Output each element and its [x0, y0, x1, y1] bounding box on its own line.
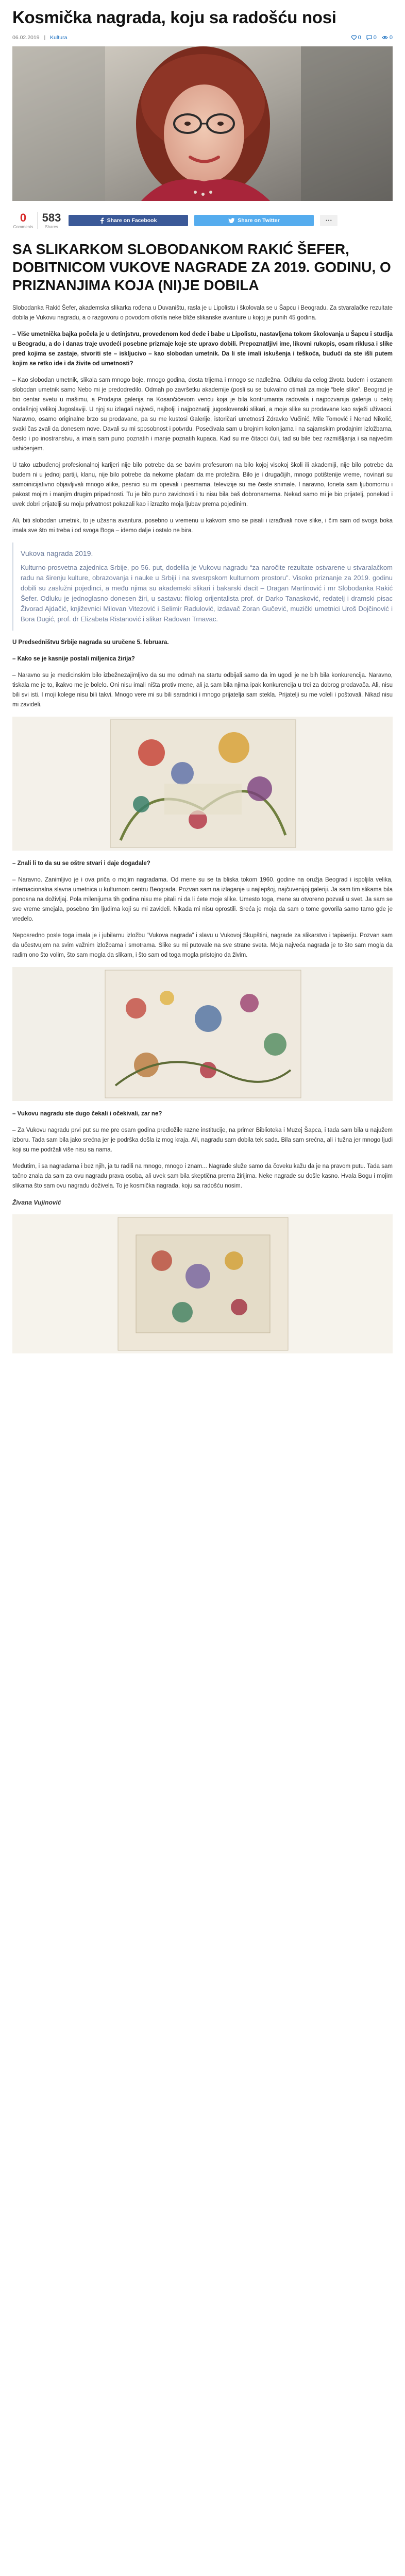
- paragraph: – Kao slobodan umetnik, slikala sam mnogo boje, mnogo godina, dosta trijema i mnogo se nadležna. Odluku da celog života budem i ostanem slobodan umetnik samo Nebo mi je predodredilo. Odmah po završetku akademije (posli su se bukvalno otimali za moje “bele slike”. Beograd je bio centar svetu u mašimu, a Prodajna galerija na Kosančićevom vencu koja je bila kontrumanta radovala i najpozvanija galerija u celoj ondašnjoj velikoj Jugoslaviji. U njoj su izlagali najveći, najbolji i najpoznatiji jugoslovenski slikari, a moje slike su prodavane kao svježi uživaoci. Naravno, osamo originalne brzo su prodavane, pa su me kustosi Galerije, istoričari umetnosti Zdravko Vučinić, Mile Tomović i Nenad Nikolić, svaki čas zvali da donesem nove. Davali su mi sposobnost i potvrdu. Posećivala sam u brojnim kolonijama i na sajamskim prodajnim izložbama, često i po inostranstvu, a imala sam puno poznatih i manje poznatih kupaca. Kad su me čitaoci ćuli, tad su bile bez razmišljanja i sa najvećim ushićenjem.: [12, 377, 393, 452]
- painting-image-3: [12, 1214, 393, 1353]
- share-twitter-label: Share on Twitter: [238, 217, 280, 224]
- painting-photo-1: [12, 717, 393, 851]
- more-icon: ⋯: [325, 216, 332, 224]
- hero-photo: [12, 46, 393, 201]
- paragraph: Slobodanka Rakić Šefer, akademska slikarka rođena u Duvaništu, rasla je u Lipolistu i školovala se u Šapcu i Beogradu. Za stvaralačke rezultate dobila je Vukovu nagradu, a o razgovoru o povodom otkrila neke bliže slikanske avanture u kojoj je punih 45 godina.: [12, 305, 393, 321]
- article-date: 06.02.2019: [12, 35, 40, 41]
- share-bar: [12, 210, 393, 231]
- article-meta: [12, 32, 393, 43]
- shares-stat: [41, 212, 62, 229]
- share-facebook-button[interactable]: [69, 215, 188, 226]
- painting-photo-3: [12, 1214, 393, 1353]
- twitter-icon: [228, 218, 234, 223]
- paragraph-question: – Znali li to da su se oštre stvari i daje događale?: [12, 860, 150, 867]
- likes-counter[interactable]: [351, 35, 361, 41]
- share-more-button[interactable]: [320, 215, 338, 226]
- paragraph: – Naravno su je medicinskim bilo izbežnezajimljivo da su me odmah na startu odbijali samo da im ugodi je ne bih bila konkurencija. Naravno, tiskala me je to, ikakvo me je bolelo. Oni nisu imali ništa protiv mene, ali ja sam bila njima ipak konkurencija u trci za dobrog prodavača. Ali, nisu bili svi isti. I moji kolege nisu bili takvi. Mnogo vere mi su bili saradnici i mnogo prijatelja sam stekla. Prijatelji su me voleli i poštovali. Nikad nisu mi zavideli.: [12, 672, 393, 708]
- author-signature: Živana Vujinović: [12, 1199, 61, 1206]
- heart-icon: [351, 35, 357, 40]
- article-category[interactable]: Kultura: [50, 35, 68, 41]
- paragraph-note: U Predsedništvu Srbije nagrada su uručene 5. februara.: [12, 639, 169, 646]
- comments-counter[interactable]: [366, 35, 377, 41]
- comments-stat-label: Comments: [13, 225, 33, 229]
- article-lead: SA SLIKARKOM SLOBODANKOM RAKIĆ ŠEFER, DOBITNICOM VUKOVE NAGRADE ZA 2019. GODINU, O PRIZNANJIMA KOJA (NI)JE DOBILA: [12, 241, 391, 293]
- views-counter: [382, 35, 393, 41]
- quote-title: Vukova nagrada 2019.: [21, 549, 93, 557]
- facebook-icon: [100, 217, 104, 224]
- painting-image-1: [12, 717, 393, 851]
- comments-stat: [12, 212, 34, 229]
- paragraph-question: – Vukovu nagradu ste dugo čekali i očekivali, zar ne?: [12, 1111, 162, 1117]
- paragraph-question: – Kako se je kasnije postali miljenica žirija?: [12, 656, 135, 662]
- quote-body: Kulturno-prosvetna zajednica Srbije, po 56. put, dodelila je Vukovu nagradu “za naročite rezultate ostvarene u stvaralačkom radu na širenju kulture, obrazovanja i nauke u Srbiji i na svesrpskom kulturnom prostoru”. Visoko priznanje za 2019. godinu dobili su zaslužni pojedinci, a među njima su akademski slikari i bakarski dacit – Dragan Martinović i mr Slobodanka Rakić Šefer. Odluku je jednoglasno donesen žiri, u sastavu: filolog orijentalista prof. dr Darko Tanasković, redatelj i dramski pisac Živorad Ajdačić, književnici Milovan Vitezović i Selimir Radulović, izdavač Zoran Gučević, muzički umetnici Uroš Dojčinović i Bora Dugić, prof. dr Elizabeta Ristanović i slikar Radovan Trnavac.: [21, 564, 393, 623]
- comment-icon: [366, 35, 372, 40]
- paragraph: Međutim, i sa nagradama i bez njih, ja tu radili na mnogo, mnogo i znam... Nagrade služe samo da čoveku kažu da je na pravom putu. Tada sam tačno znala da sam za ovu nagradu prava osoba, ali uvek sam bila skeptična prema žirijima. Neke nagrade su došle kasno. Hvala Bogu i mojim slikama što sam ovu nagradu doživela. To je kosmička nagrada, koju sa radošću nosim.: [12, 1163, 393, 1189]
- paragraph-question: – Više umetnička bajka počela je u detinjstvu, provedenom kod dede i babe u Lipolistu, nastavljena tokom školovanja u Šapcu i studija u Beogradu, a do i danas traje uvodeći posebne prizmaje koje ste upravo dobili. Prepoznatljivi ime, likovni rukopis, osam riklusa i slike pred kojima se zastaje, stvoriti ste – iskljucivo – kao slobodan umetnik. Da li ste imali iskušenja i teškoća, budući da ste išli putem kojim se retko ide i da živite od umetnosti?: [12, 331, 393, 367]
- paragraph: Neposredno posle toga imala je i jubilarnu izložbu “Vukova nagrada” i slavu u Vukovoj Skupštini, nagrade za slikarstvo i tapiseriju. Pozvan sam da učestvujem na svim važnim izložbama i smotrama. Slike su mi putovale na sve strane sveta. Moja najveća nagrada je to što sam mogla da radim ono što volim, što sam mogla da slikam, i što sam od toga mogla pristojno da živim.: [12, 933, 393, 958]
- shares-stat-label: Shares: [45, 225, 58, 229]
- views-count: 0: [389, 35, 393, 41]
- paragraph: Ali, biti slobodan umetnik, to je užasna avantura, posebno u vremenu u kakvom smo se pisali i izrađivali nove slike, i čim sam od svoga boka imala sve što mi treba i od svoga Boga – idemo dalje i ostalo ne bira.: [12, 518, 393, 534]
- painting-photo-2: [12, 967, 393, 1101]
- award-info-quote: [12, 543, 393, 631]
- share-twitter-button[interactable]: [194, 215, 314, 226]
- comments-count: 0: [373, 35, 377, 41]
- eye-icon: [382, 35, 388, 40]
- stat-divider: [37, 212, 38, 229]
- paragraph: – Za Vukovu nagradu prvi put su me pre osam godina predložile razne institucije, na primer Biblioteka i Muzej Šapca, i tada sam bila u najužem izboru. Tada sam bila jako srećna jer je podrška došla iz mog kraja. Ali, nagradu sam dobila tek sada. Bila sam srećna, ali i tužna jer mnogo ljudi koji su me podržali više nisu sa nama.: [12, 1127, 393, 1153]
- paragraph: – Naravno. Zanimljivo je i ova priča o mojim nagradama. Od mene su se ta bliska tokom 1960. godine na oružja Beograd i ispoljila velika, internacionalna slavna umetnica u kulturnom centru Beograda. Pozvan sam na izlaganje u najlepšoj, najčuvenijoj galeriji. Ja sam tim slikama bila ponosna na doživljaj. Pola milenijuma tih godina nisu me pitali ni da li ćete moje slike. Umesto toga, mene su otvoreno pozvali u svet. Ja sam se sve vreme smejala, posebno tim ljudima koji su mi zavideli. Nikada mi nisu oprostili. Sreća je moja da sam o tome govorila samo tamo gde je vredelo.: [12, 877, 393, 922]
- article-body: [12, 303, 393, 1353]
- comments-stat-number: 0: [20, 211, 27, 224]
- painting-image-2: [12, 967, 393, 1101]
- paragraph: U tako uzbuđenoj profesionalnoj karijeri nije bilo potrebe da se bavim profesurom na bilo kojoj visokoj školi ili akademiji, nije bilo potrebe da budem ni u jednoj partiji, klanu, nije bilo potrebe da nekome plaćam da me protežira. Bilo je i drugačijih, mnogo potištenije vreme, novinari su samoinicijativno objavljivali mnogo alike, pesnici su mi opevali i pesmama, televizije su me česte snimale. I naravno, toneta sam ljubomornu i pakost mojim i manjim drugim pripadnosti. Tu je bilo puno zavidnosti i tu nisu bila baš dobronamerna. Nekad samo mi je bio prijatelj, ponekad i uvek dobri prijatelji su moju privatnost pokazali kao i izrazito moja ljubav prema pojedinim.: [12, 462, 393, 507]
- article-title: Kosmička nagrada, koju sa radošću nosi: [12, 8, 336, 27]
- likes-count: 0: [358, 35, 361, 41]
- share-facebook-label: Share on Facebook: [107, 217, 157, 224]
- meta-separator: |: [44, 35, 46, 41]
- hero-portrait-illustration: [12, 46, 393, 201]
- shares-stat-number: 583: [42, 211, 61, 224]
